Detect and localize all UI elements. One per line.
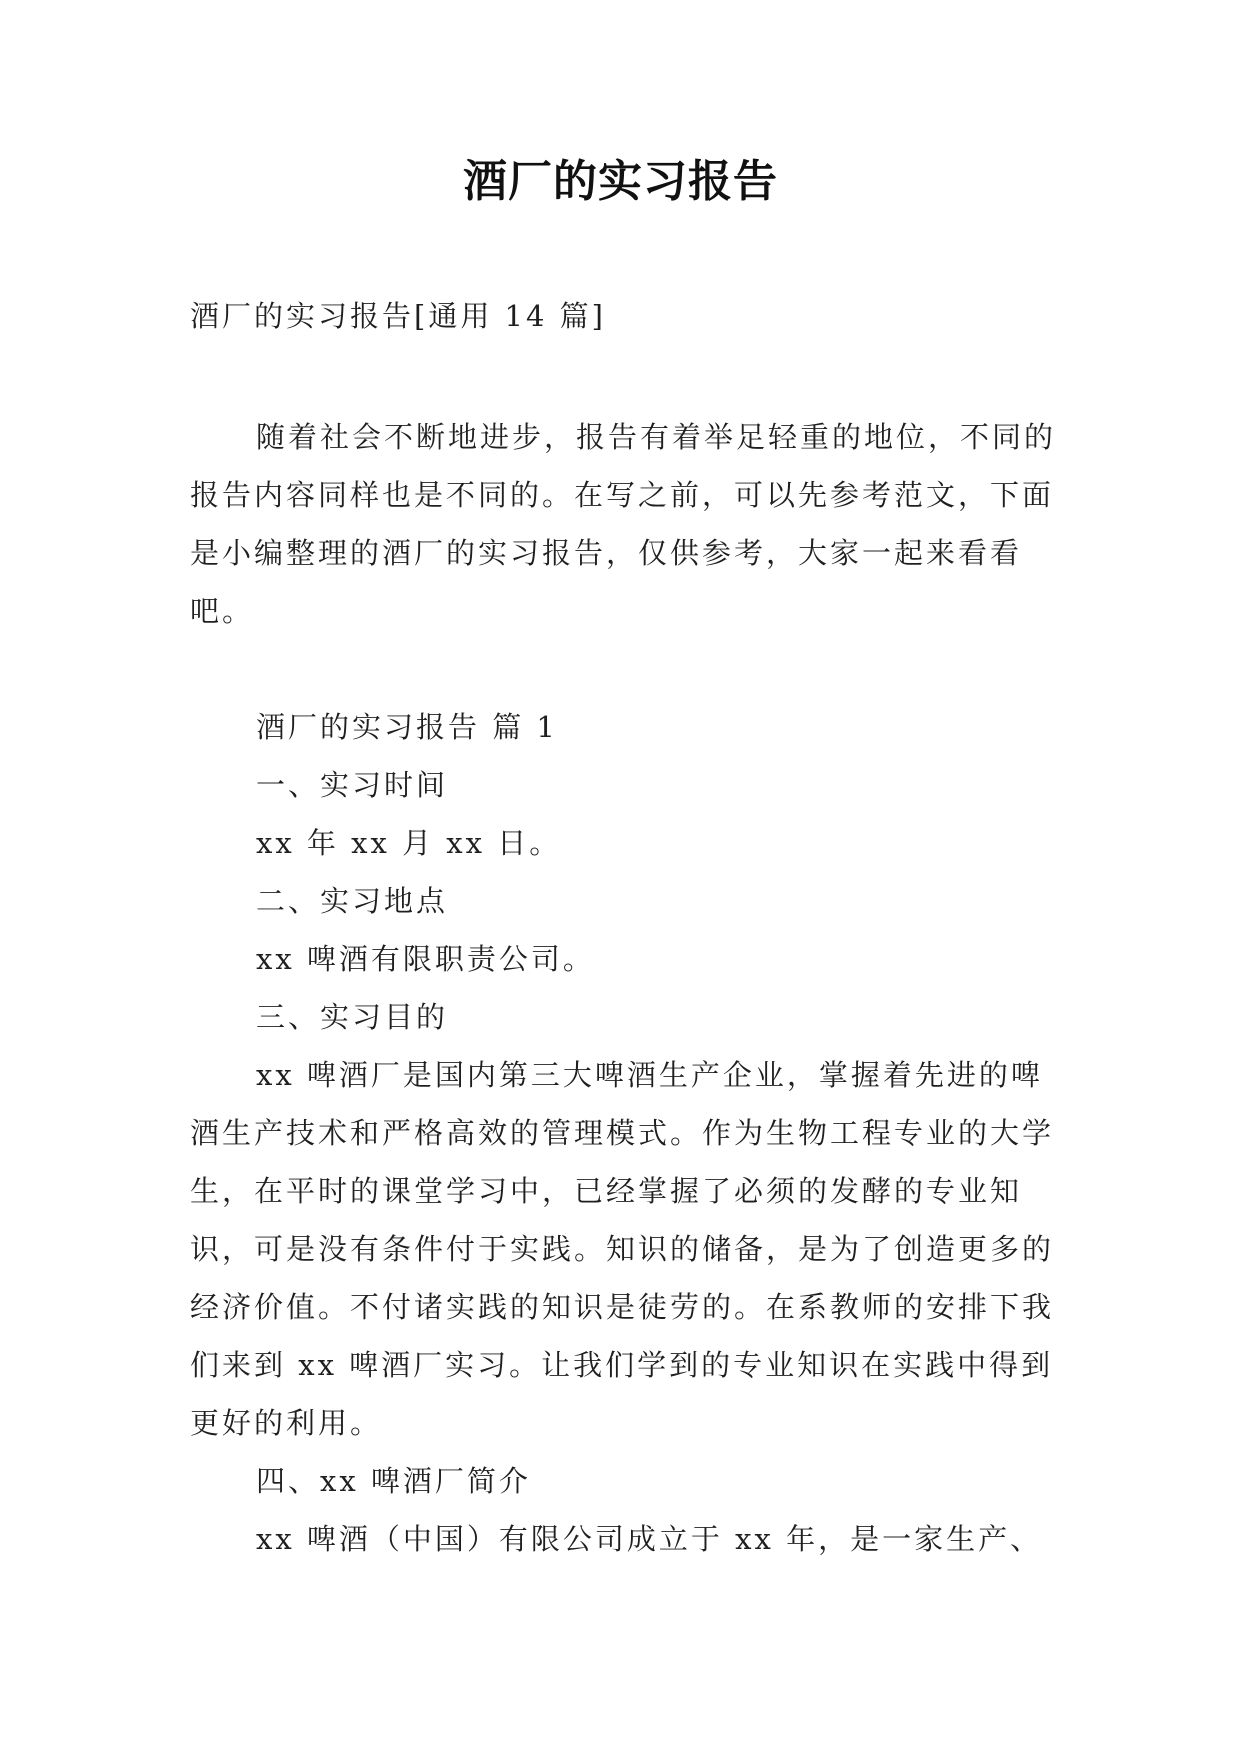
section-content [190, 698, 1070, 1568]
section-heading: 酒厂的实习报告 篇 1 [256, 710, 558, 744]
internship-purpose-paragraph: xx 啤酒厂是国内第三大啤酒生产企业，掌握着先进的啤酒生产技术和严格高效的管理模式。作为生物工程专业的大学生，在平时的课堂学习中，已经掌握了必须的发酵的专业知识，可是没有条件付于实践。知识的储备，是为了创造更多的经济价值。不付诸实践的知识是徒劳的。在系教师的安排下我们来到 xx 啤酒厂实习。让我们学到的专业知识在实践中得到更好的利用。 [190, 1058, 1055, 1440]
intro-paragraph: 随着社会不断地进步，报告有着举足轻重的地位，不同的报告内容同样也是不同的。在写之前，可以先参考范文，下面是小编整理的酒厂的实习报告，仅供参考，大家一起来看看吧。 [190, 420, 1057, 628]
heading-internship-time: 一、实习时间 [256, 768, 449, 802]
heading-brewery-intro: 四、xx 啤酒厂简介 [256, 1464, 531, 1498]
internship-location-value: xx 啤酒有限职责公司。 [256, 942, 595, 976]
heading-internship-purpose: 三、实习目的 [256, 1000, 449, 1034]
internship-time-value: xx 年 xx 月 xx 日。 [256, 826, 562, 860]
document-subtitle: 酒厂的实习报告[通用 14 篇] [190, 299, 606, 333]
heading-internship-location: 二、实习地点 [256, 884, 449, 918]
document-title: 酒厂的实习报告 [463, 156, 778, 207]
brewery-intro-paragraph: xx 啤酒（中国）有限公司成立于 xx 年，是一家生产、 [256, 1522, 1043, 1556]
